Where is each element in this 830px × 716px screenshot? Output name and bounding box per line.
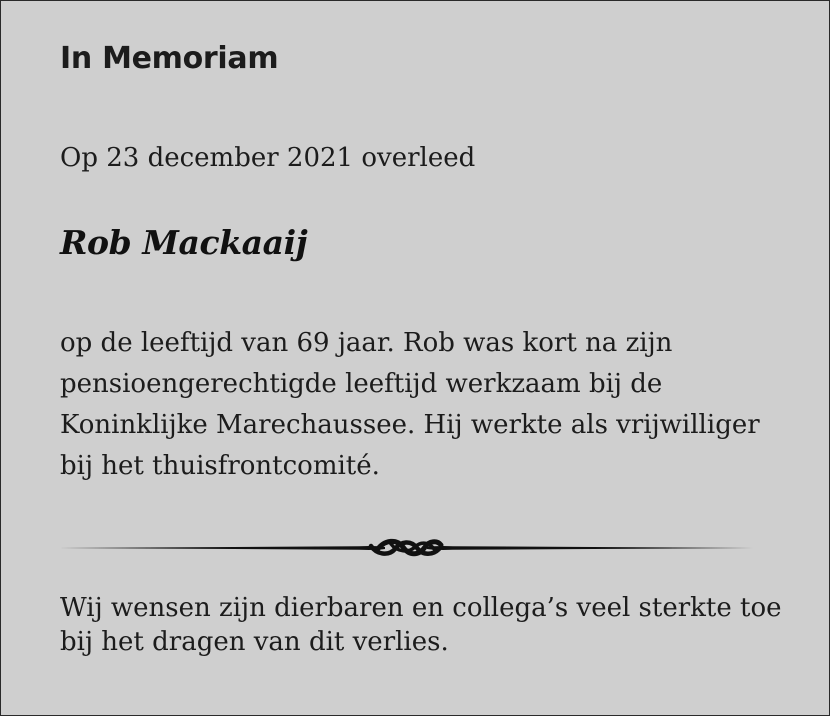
bio-line: bij het thuisfrontcomité. [60, 451, 380, 481]
bio-line: Koninklijke Marechaussee. Hij werkte als vrijwilliger [60, 410, 760, 440]
ornamental-divider-icon [59, 529, 753, 567]
bio-line: pensioengerechtigde leeftijd werkzaam bij de [60, 369, 663, 399]
notice-heading: In Memoriam [60, 41, 279, 76]
deceased-name: Rob Mackaaij [60, 223, 308, 262]
bio-line: op de leeftijd van 69 jaar. Rob was kort na zijn [60, 328, 673, 358]
closing-paragraph [60, 591, 800, 659]
intro-text: Op 23 december 2021 overleed [60, 143, 476, 173]
closing-line: bij het dragen van dit verlies. [60, 627, 449, 657]
closing-line: Wij wensen zijn dierbaren en collega’s veel sterkte toe [60, 593, 782, 623]
bio-paragraph [60, 323, 780, 487]
